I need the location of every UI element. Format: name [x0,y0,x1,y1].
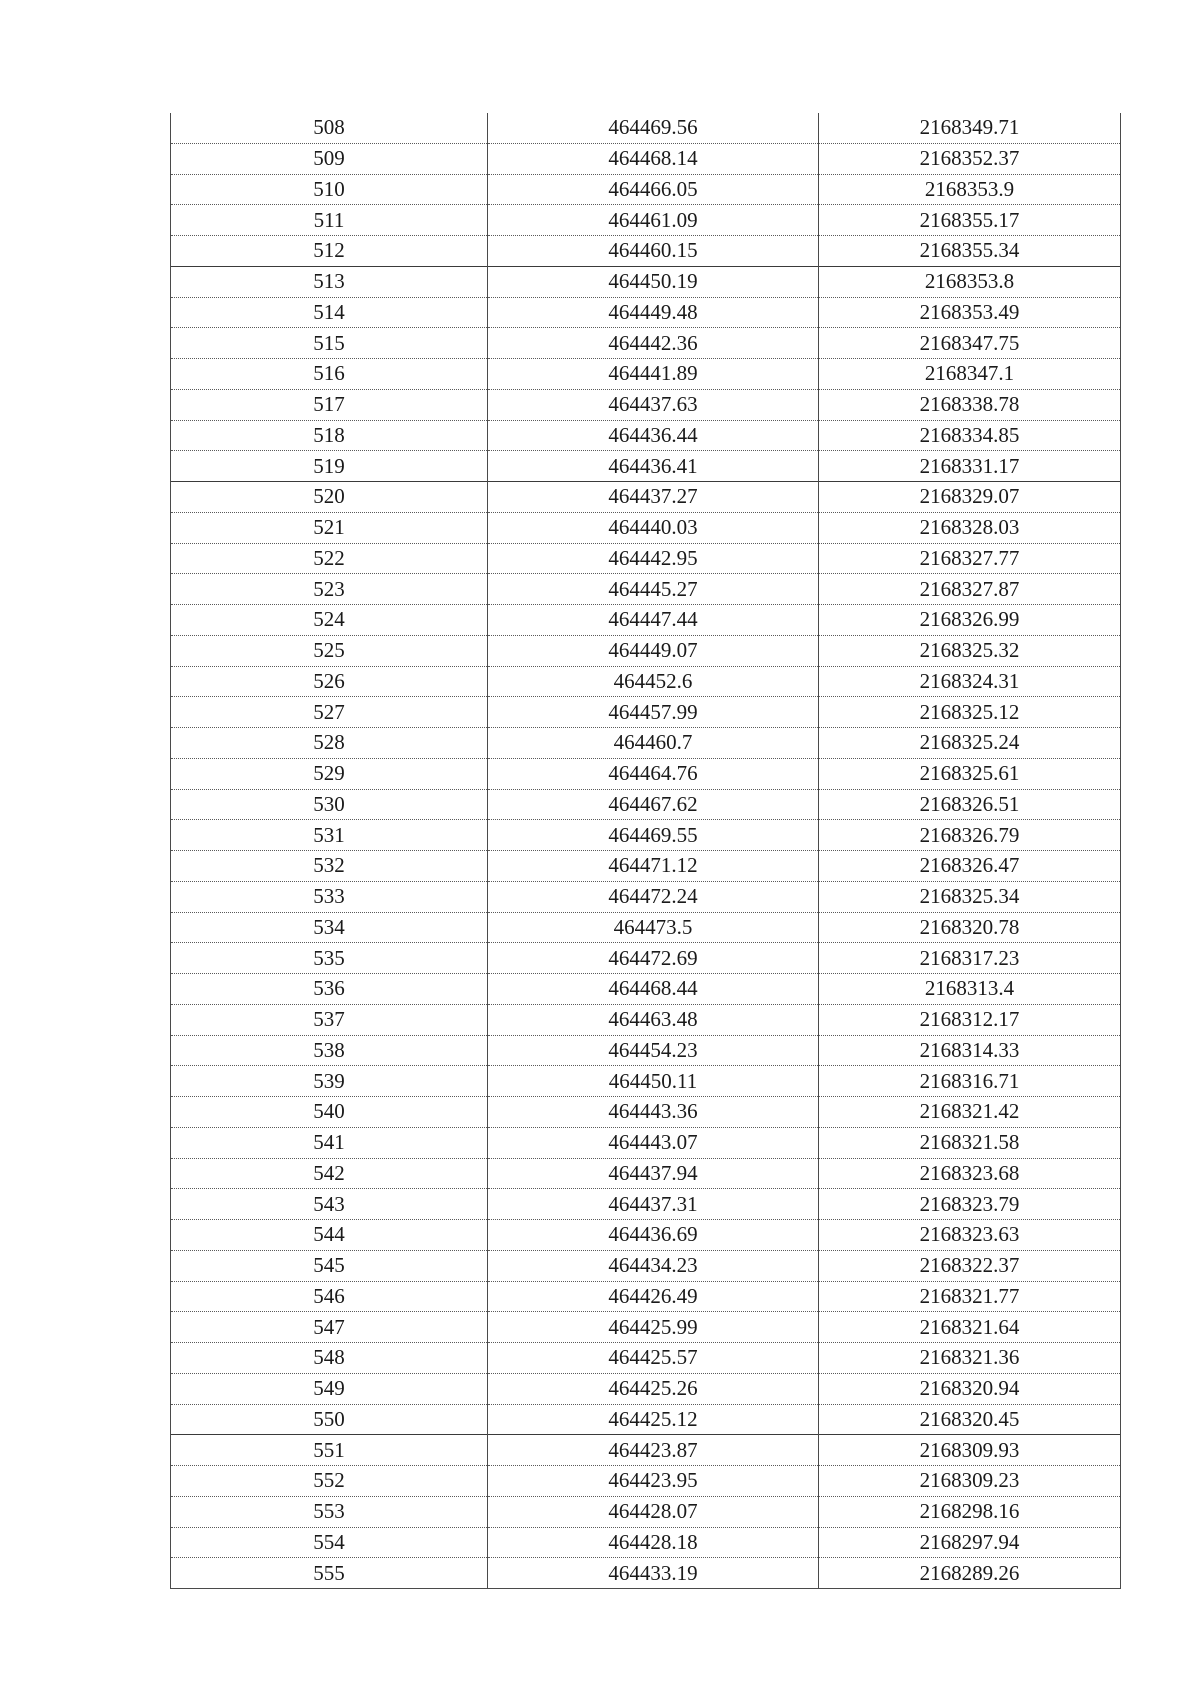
table-row [171,1558,1121,1589]
y-coordinate-cell: 2168314.33 [819,1035,1121,1066]
y-coordinate-cell: 2168325.32 [819,635,1121,666]
point-number-cell: 530 [171,789,488,820]
x-coordinate-cell: 464449.48 [488,297,819,328]
y-coordinate-cell: 2168312.17 [819,1004,1121,1035]
coordinate-table [170,113,1121,1589]
table-row [171,328,1121,359]
y-coordinate-cell: 2168329.07 [819,482,1121,513]
point-number-cell: 515 [171,328,488,359]
table-row [171,1066,1121,1097]
y-coordinate-cell: 2168321.36 [819,1343,1121,1374]
y-coordinate-cell: 2168324.31 [819,666,1121,697]
y-coordinate-cell: 2168326.79 [819,820,1121,851]
point-number-cell: 545 [171,1250,488,1281]
x-coordinate-cell: 464452.6 [488,666,819,697]
point-number-cell: 510 [171,174,488,205]
point-number-cell: 554 [171,1527,488,1558]
point-number-cell: 540 [171,1097,488,1128]
point-number-cell: 555 [171,1558,488,1589]
x-coordinate-cell: 464468.14 [488,143,819,174]
table-row [171,1035,1121,1066]
table-row [171,605,1121,636]
point-number-cell: 550 [171,1404,488,1435]
point-number-cell: 513 [171,266,488,297]
point-number-cell: 549 [171,1373,488,1404]
point-number-cell: 523 [171,574,488,605]
y-coordinate-cell: 2168321.58 [819,1127,1121,1158]
y-coordinate-cell: 2168325.61 [819,758,1121,789]
x-coordinate-cell: 464472.69 [488,943,819,974]
x-coordinate-cell: 464423.87 [488,1435,819,1466]
table-row [171,1343,1121,1374]
table-row [171,697,1121,728]
point-number-cell: 514 [171,297,488,328]
x-coordinate-cell: 464450.19 [488,266,819,297]
point-number-cell: 537 [171,1004,488,1035]
x-coordinate-cell: 464436.44 [488,420,819,451]
point-number-cell: 527 [171,697,488,728]
y-coordinate-cell: 2168326.51 [819,789,1121,820]
y-coordinate-cell: 2168320.45 [819,1404,1121,1435]
y-coordinate-cell: 2168320.78 [819,912,1121,943]
point-number-cell: 521 [171,512,488,543]
point-number-cell: 519 [171,451,488,482]
table-row [171,1466,1121,1497]
y-coordinate-cell: 2168353.9 [819,174,1121,205]
x-coordinate-cell: 464443.07 [488,1127,819,1158]
table-row [171,359,1121,390]
table-row [171,113,1121,143]
table-row [171,758,1121,789]
x-coordinate-cell: 464443.36 [488,1097,819,1128]
table-row [171,174,1121,205]
x-coordinate-cell: 464463.48 [488,1004,819,1035]
x-coordinate-cell: 464437.27 [488,482,819,513]
point-number-cell: 541 [171,1127,488,1158]
table-row [171,943,1121,974]
table-row [171,574,1121,605]
point-number-cell: 526 [171,666,488,697]
point-number-cell: 547 [171,1312,488,1343]
table-row [171,1373,1121,1404]
y-coordinate-cell: 2168325.12 [819,697,1121,728]
point-number-cell: 551 [171,1435,488,1466]
x-coordinate-cell: 464437.63 [488,389,819,420]
x-coordinate-cell: 464437.31 [488,1189,819,1220]
y-coordinate-cell: 2168349.71 [819,113,1121,143]
y-coordinate-cell: 2168325.34 [819,881,1121,912]
point-number-cell: 508 [171,113,488,143]
table-row [171,1527,1121,1558]
x-coordinate-cell: 464471.12 [488,851,819,882]
x-coordinate-cell: 464460.15 [488,236,819,267]
x-coordinate-cell: 464426.49 [488,1281,819,1312]
table-row [171,974,1121,1005]
y-coordinate-cell: 2168309.23 [819,1466,1121,1497]
point-number-cell: 552 [171,1466,488,1497]
table-row [171,1435,1121,1466]
y-coordinate-cell: 2168355.17 [819,205,1121,236]
y-coordinate-cell: 2168352.37 [819,143,1121,174]
y-coordinate-cell: 2168326.47 [819,851,1121,882]
point-number-cell: 531 [171,820,488,851]
y-coordinate-cell: 2168347.75 [819,328,1121,359]
y-coordinate-cell: 2168323.63 [819,1220,1121,1251]
table-row [171,851,1121,882]
point-number-cell: 529 [171,758,488,789]
x-coordinate-cell: 464423.95 [488,1466,819,1497]
point-number-cell: 543 [171,1189,488,1220]
y-coordinate-cell: 2168321.64 [819,1312,1121,1343]
y-coordinate-cell: 2168298.16 [819,1496,1121,1527]
x-coordinate-cell: 464466.05 [488,174,819,205]
point-number-cell: 546 [171,1281,488,1312]
coordinate-table-body [171,113,1121,1589]
table-row [171,728,1121,759]
table-row [171,1312,1121,1343]
y-coordinate-cell: 2168323.79 [819,1189,1121,1220]
y-coordinate-cell: 2168327.77 [819,543,1121,574]
table-row [171,389,1121,420]
x-coordinate-cell: 464428.07 [488,1496,819,1527]
y-coordinate-cell: 2168297.94 [819,1527,1121,1558]
table-row [171,1404,1121,1435]
point-number-cell: 548 [171,1343,488,1374]
y-coordinate-cell: 2168321.77 [819,1281,1121,1312]
x-coordinate-cell: 464433.19 [488,1558,819,1589]
x-coordinate-cell: 464425.26 [488,1373,819,1404]
table-row [171,143,1121,174]
table-row [171,512,1121,543]
table-row [171,820,1121,851]
point-number-cell: 528 [171,728,488,759]
table-row [171,420,1121,451]
x-coordinate-cell: 464469.56 [488,113,819,143]
y-coordinate-cell: 2168334.85 [819,420,1121,451]
point-number-cell: 533 [171,881,488,912]
table-row [171,881,1121,912]
x-coordinate-cell: 464472.24 [488,881,819,912]
x-coordinate-cell: 464442.95 [488,543,819,574]
x-coordinate-cell: 464447.44 [488,605,819,636]
y-coordinate-cell: 2168313.4 [819,974,1121,1005]
y-coordinate-cell: 2168322.37 [819,1250,1121,1281]
x-coordinate-cell: 464468.44 [488,974,819,1005]
x-coordinate-cell: 464441.89 [488,359,819,390]
y-coordinate-cell: 2168338.78 [819,389,1121,420]
table-row [171,1127,1121,1158]
table-row [171,1004,1121,1035]
point-number-cell: 532 [171,851,488,882]
table-row [171,1496,1121,1527]
y-coordinate-cell: 2168327.87 [819,574,1121,605]
table-row [171,543,1121,574]
table-row [171,1189,1121,1220]
table-row [171,1250,1121,1281]
table-row [171,635,1121,666]
x-coordinate-cell: 464467.62 [488,789,819,820]
point-number-cell: 535 [171,943,488,974]
x-coordinate-cell: 464454.23 [488,1035,819,1066]
x-coordinate-cell: 464425.57 [488,1343,819,1374]
x-coordinate-cell: 464457.99 [488,697,819,728]
table-row [171,1220,1121,1251]
table-row [171,666,1121,697]
y-coordinate-cell: 2168355.34 [819,236,1121,267]
point-number-cell: 509 [171,143,488,174]
point-number-cell: 520 [171,482,488,513]
x-coordinate-cell: 464442.36 [488,328,819,359]
y-coordinate-cell: 2168325.24 [819,728,1121,759]
x-coordinate-cell: 464461.09 [488,205,819,236]
x-coordinate-cell: 464437.94 [488,1158,819,1189]
y-coordinate-cell: 2168347.1 [819,359,1121,390]
x-coordinate-cell: 464449.07 [488,635,819,666]
point-number-cell: 524 [171,605,488,636]
x-coordinate-cell: 464469.55 [488,820,819,851]
y-coordinate-cell: 2168289.26 [819,1558,1121,1589]
x-coordinate-cell: 464460.7 [488,728,819,759]
x-coordinate-cell: 464440.03 [488,512,819,543]
table-row [171,789,1121,820]
y-coordinate-cell: 2168328.03 [819,512,1121,543]
x-coordinate-cell: 464428.18 [488,1527,819,1558]
table-row [171,297,1121,328]
y-coordinate-cell: 2168353.49 [819,297,1121,328]
y-coordinate-cell: 2168321.42 [819,1097,1121,1128]
point-number-cell: 512 [171,236,488,267]
point-number-cell: 517 [171,389,488,420]
y-coordinate-cell: 2168320.94 [819,1373,1121,1404]
point-number-cell: 542 [171,1158,488,1189]
x-coordinate-cell: 464473.5 [488,912,819,943]
x-coordinate-cell: 464464.76 [488,758,819,789]
x-coordinate-cell: 464425.99 [488,1312,819,1343]
table-row [171,482,1121,513]
point-number-cell: 536 [171,974,488,1005]
point-number-cell: 511 [171,205,488,236]
x-coordinate-cell: 464434.23 [488,1250,819,1281]
point-number-cell: 539 [171,1066,488,1097]
table-row [171,236,1121,267]
y-coordinate-cell: 2168353.8 [819,266,1121,297]
table-row [171,912,1121,943]
y-coordinate-cell: 2168331.17 [819,451,1121,482]
y-coordinate-cell: 2168309.93 [819,1435,1121,1466]
x-coordinate-cell: 464436.69 [488,1220,819,1251]
point-number-cell: 538 [171,1035,488,1066]
x-coordinate-cell: 464450.11 [488,1066,819,1097]
point-number-cell: 525 [171,635,488,666]
x-coordinate-cell: 464436.41 [488,451,819,482]
table-row [171,205,1121,236]
point-number-cell: 544 [171,1220,488,1251]
point-number-cell: 553 [171,1496,488,1527]
x-coordinate-cell: 464445.27 [488,574,819,605]
y-coordinate-cell: 2168326.99 [819,605,1121,636]
table-row [171,1158,1121,1189]
point-number-cell: 534 [171,912,488,943]
point-number-cell: 516 [171,359,488,390]
x-coordinate-cell: 464425.12 [488,1404,819,1435]
table-row [171,451,1121,482]
y-coordinate-cell: 2168317.23 [819,943,1121,974]
point-number-cell: 522 [171,543,488,574]
table-row [171,1281,1121,1312]
table-row [171,1097,1121,1128]
y-coordinate-cell: 2168323.68 [819,1158,1121,1189]
table-row [171,266,1121,297]
point-number-cell: 518 [171,420,488,451]
y-coordinate-cell: 2168316.71 [819,1066,1121,1097]
